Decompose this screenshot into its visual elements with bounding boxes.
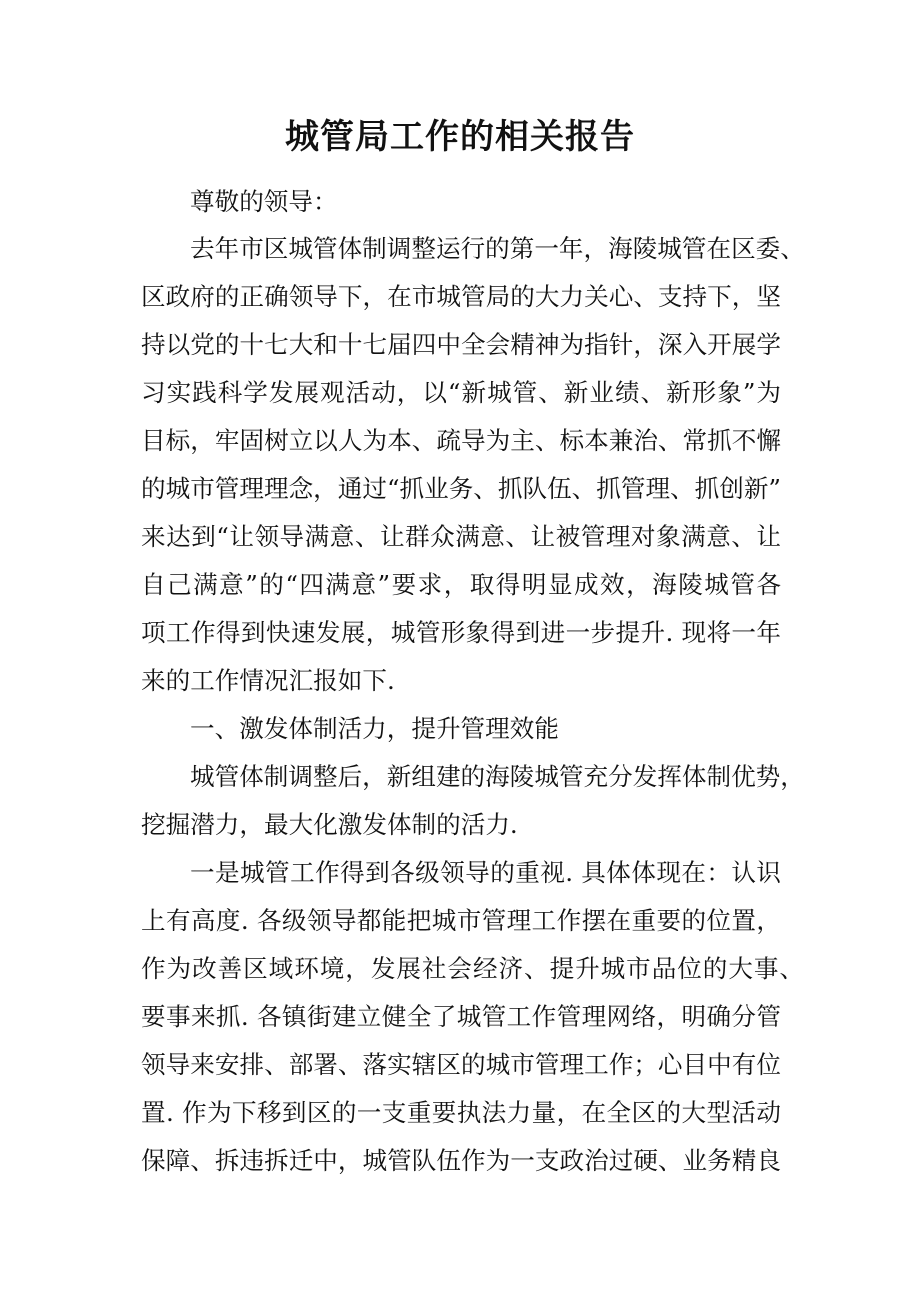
salutation-line: 尊敬的领导： <box>190 187 338 216</box>
body-line: 置. 作为下移到区的一支重要执法力量，在全区的大型活动 <box>141 1098 781 1127</box>
body-line: 一是城管工作得到各级领导的重视. 具体体现在：认识 <box>190 858 781 887</box>
body-line: 项工作得到快速发展，城管形象得到进一步提升. 现将一年 <box>141 618 781 647</box>
body-line: 保障、拆违拆迁中，城管队伍作为一支政治过硬、业务精良 <box>141 1146 781 1175</box>
document-title: 城管局工作的相关报告 <box>285 117 635 157</box>
body-line: 上有高度. 各级领导都能把城市管理工作摆在重要的位置， <box>141 906 781 935</box>
body-line: 习实践科学发展观活动，以“新城管、新业绩、新形象”为 <box>141 378 781 407</box>
body-line: 目标，牢固树立以人为本、疏导为主、标本兼治、常抓不懈 <box>141 426 781 455</box>
body-line: 来的工作情况汇报如下. <box>141 666 395 695</box>
body-line: 自己满意”的“四满意”要求，取得明显成效，海陵城管各 <box>141 570 781 599</box>
body-line: 挖掘潜力，最大化激发体制的活力. <box>141 810 518 839</box>
body-line: 城管体制调整后，新组建的海陵城管充分发挥体制优势， <box>190 762 805 791</box>
body-line: 要事来抓. 各镇街建立健全了城管工作管理网络，明确分管 <box>141 1002 781 1031</box>
body-line: 区政府的正确领导下，在市城管局的大力关心、支持下，坚 <box>141 282 781 311</box>
body-line: 去年市区城管体制调整运行的第一年，海陵城管在区委、 <box>190 234 805 263</box>
body-line: 的城市管理理念，通过“抓业务、抓队伍、抓管理、抓创新” <box>141 474 781 503</box>
body-line: 来达到“让领导满意、让群众满意、让被管理对象满意、让 <box>141 522 781 551</box>
body-line: 作为改善区域环境，发展社会经济、提升城市品位的大事、 <box>141 954 804 983</box>
body-line: 持以党的十七大和十七届四中全会精神为指针，深入开展学 <box>141 330 781 359</box>
section-heading: 一、激发体制活力，提升管理效能 <box>190 714 559 743</box>
body-line: 领导来安排、部署、落实辖区的城市管理工作；心目中有位 <box>141 1050 781 1079</box>
